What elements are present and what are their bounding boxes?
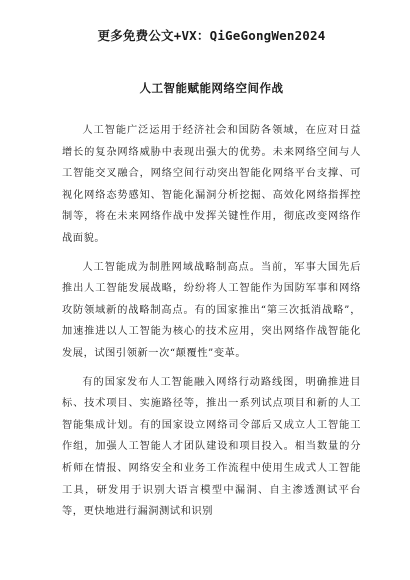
document-title: 人工智能赋能网络空间作战	[139, 81, 284, 95]
body-paragraph-3: 有的国家发布人工智能融入网络行动路线图，明确推进目标、技术项目、实施路径等，推出一系列试点项目和新的人工智能集成计划。有的国家设立网络司令部后又成立人工智能工作组，加强人工智能人才团队建设和项目投入。相当数量的分析师在情报、网络安全和业务工作流程中使用生成式人工智能工具，研发用于识别大语言模型中漏洞、自主渗透测试平台等，更快地进行漏洞测试和识别	[62, 376, 361, 518]
body-paragraph-1: 人工智能广泛运用于经济社会和国防各领域，在应对日益增长的复杂网络威胁中表现出强大的优势。未来网络空间与人工智能交叉融合，网络空间行动突出智能化网络平台支撑、可视化网络态势感知、智能化漏洞分析挖掘、高效化网络指挥控制等，将在未来网络作战中发挥关键性作用，彻底改变网络作战面貌。	[62, 125, 361, 244]
body-paragraph-2: 人工智能成为制胜网域战略制高点。当前，军事大国先后推出人工智能发展战略，纷纷将人工智能作为国防军事和网络攻防领域新的战略制高点。有的国家推出“第三次抵消战略”，加速推进以人工智能为核心的技术应用，突出网络作战智能化发展，试图引领新一次“颠覆性”变革。	[62, 261, 361, 359]
header-banner: 更多免费公文+VX：QiGeGongWen2024	[97, 28, 326, 43]
